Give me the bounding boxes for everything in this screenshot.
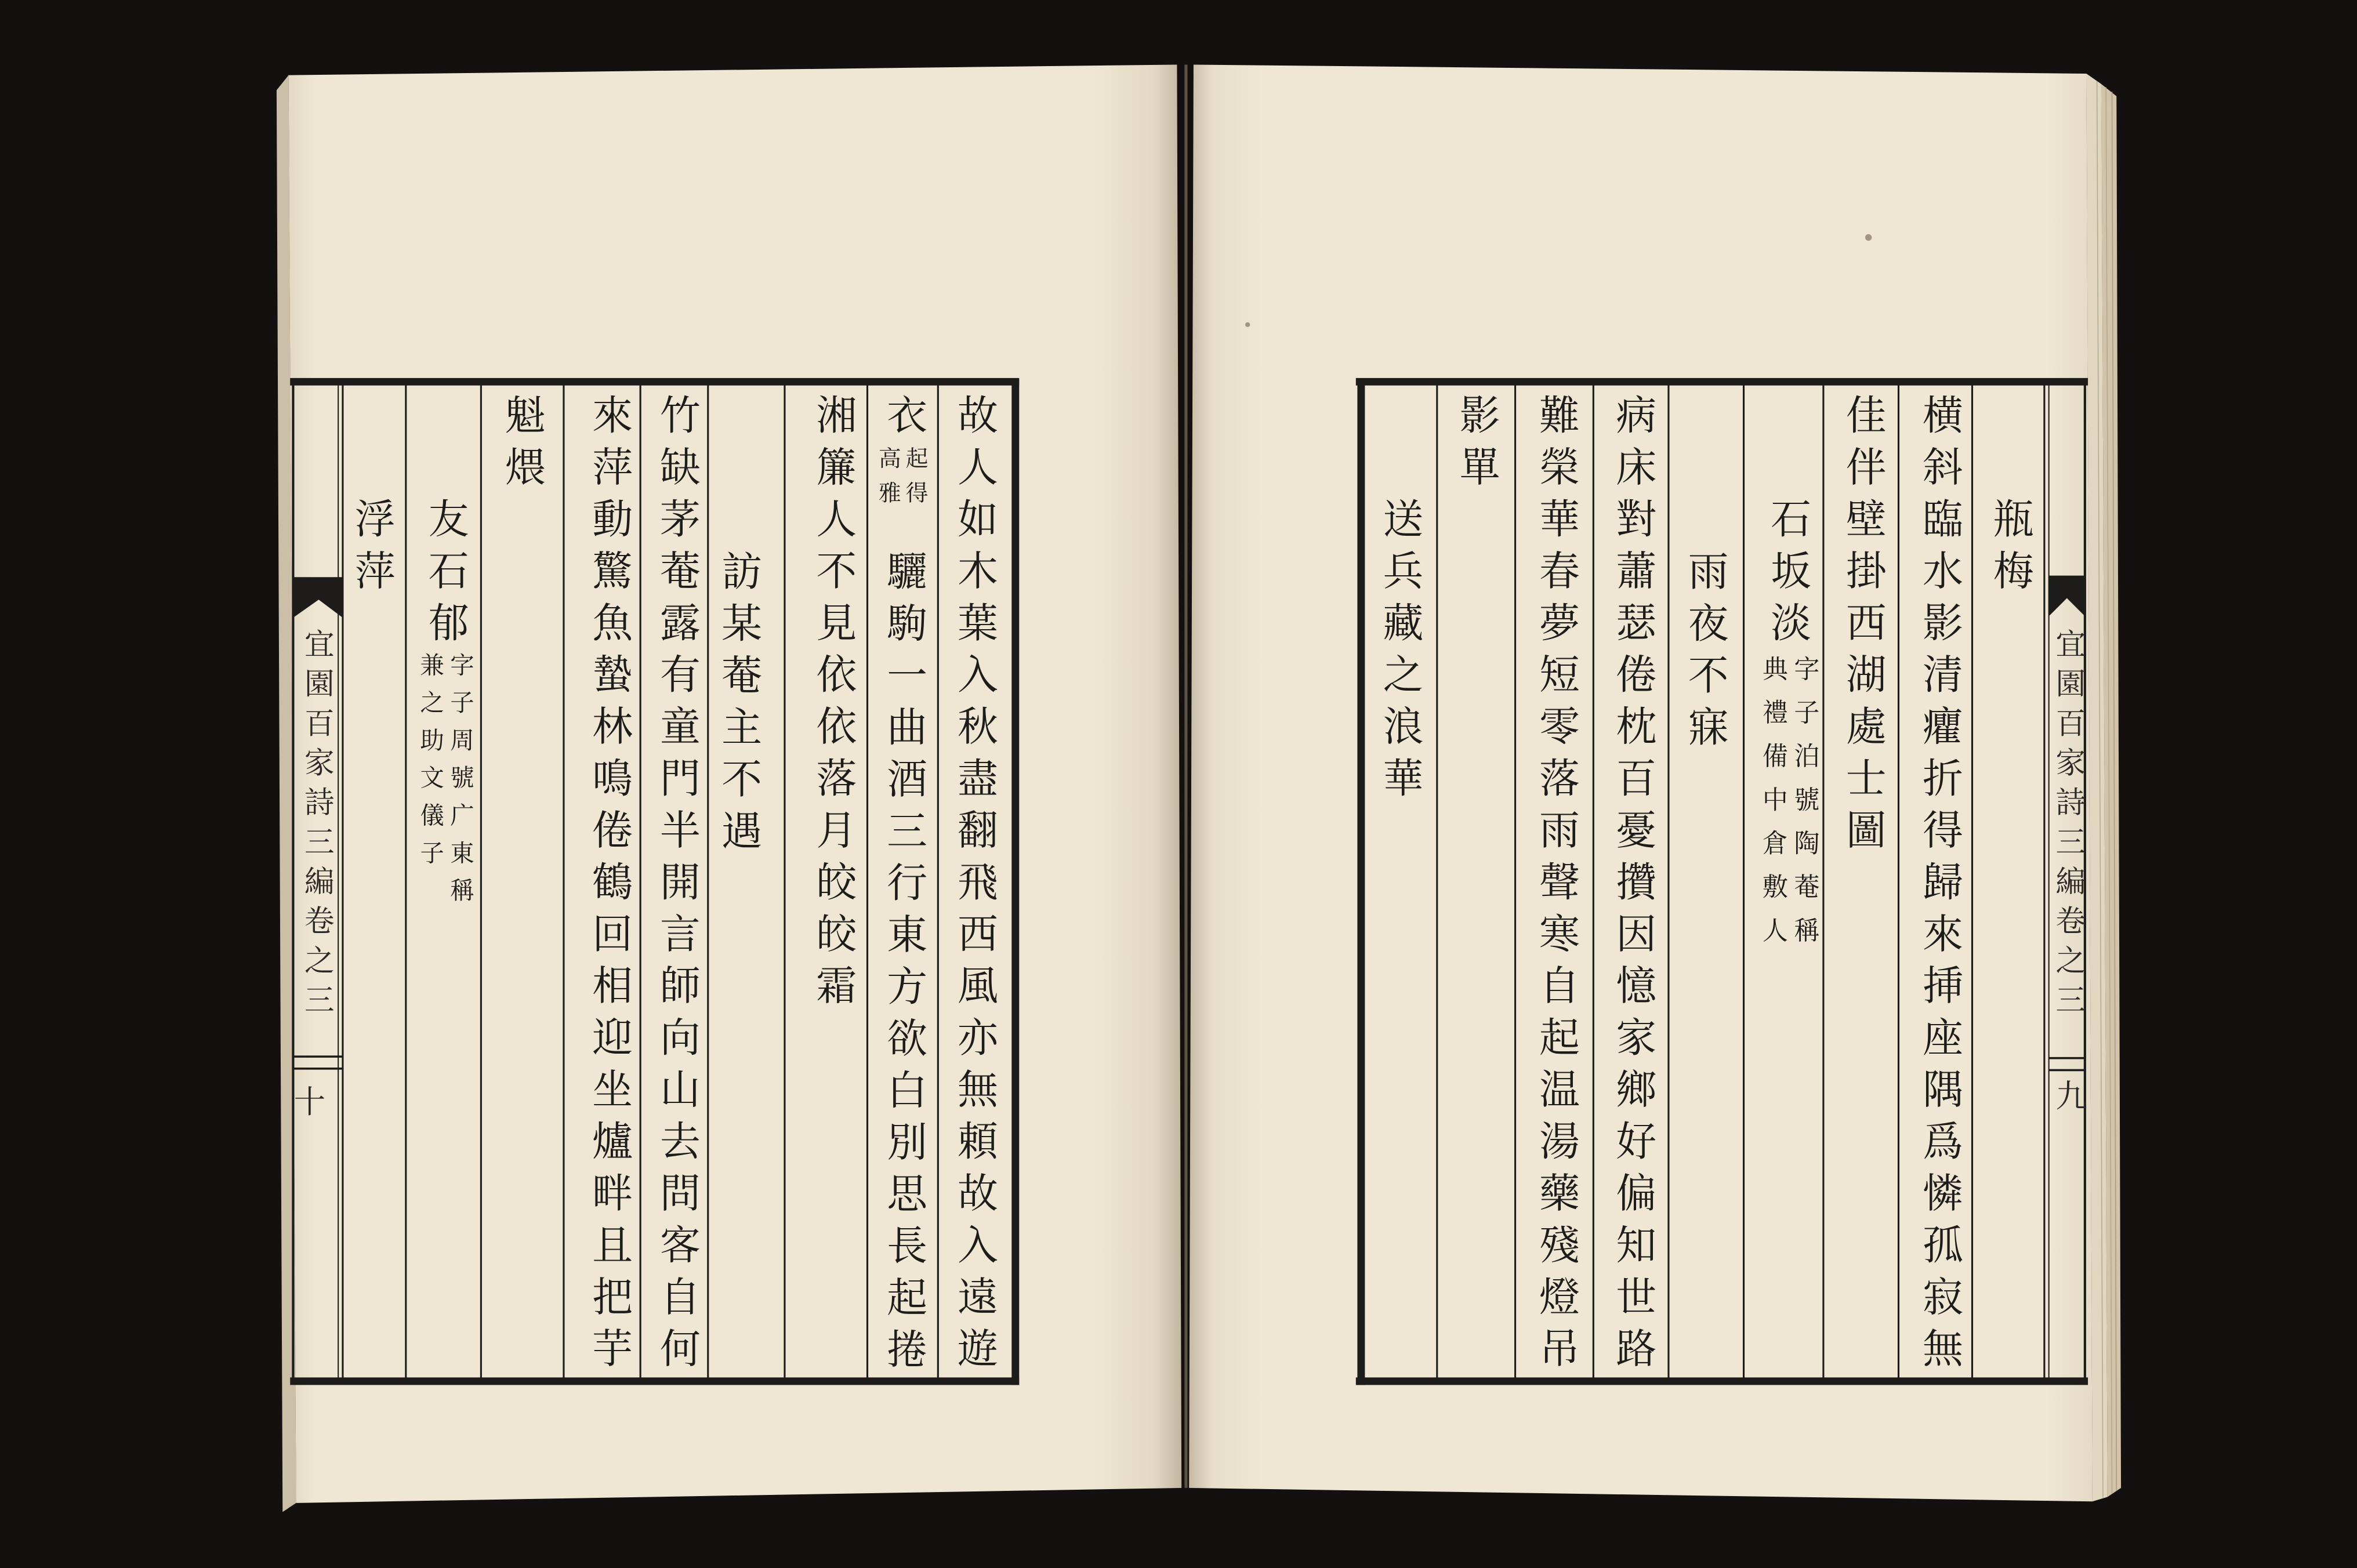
poem-line: 故人如木葉入秋盡翻飛西風亦無頼故入遠遊 [950,394,997,1380]
poem-line: 魁煨 [497,394,545,498]
poet-name: 友石郁 [420,497,468,654]
poem-line: 病床對蕭瑟倦枕百憂攢因憶家鄉好偏知世路 [1608,394,1655,1380]
poet-note-right: 字子泊號陶菴稱 [1787,655,1818,961]
commentary-note-right: 起得 [902,446,930,516]
poem-line: 難榮華春夢短零落雨聲寒自起温湯藥殘燈吊 [1532,394,1579,1380]
poem-line: 影單 [1452,394,1499,498]
poem-line: 佳伴壁掛西湖處士圖 [1838,394,1885,861]
left-margin-book-title: 宜園百家詩三編卷之三 [299,628,335,1024]
poem-line: 横斜臨水影清癯折得歸來挿座隅爲憐孤寂無 [1915,394,1962,1380]
left-page-number: 十 [290,1085,327,1117]
poet-name: 石坂淡 [1763,497,1810,654]
poem-line: 來萍動驚魚蟄林鳴倦鶴回相迎坐爐畔且把芋 [585,394,632,1380]
poet-note-left: 典禮備中倉敷人 [1756,655,1787,961]
poem-title: 送兵藏之浪華 [1375,497,1422,809]
poem-line-start: 衣 [879,394,926,446]
poem-line: 驪駒一曲酒三行東方欲白別思長起捲 [879,549,926,1380]
poem-title: 雨夜不寐 [1680,549,1728,757]
poet-note-left: 兼之助文儀子 [416,652,445,878]
poet-note-right: 字子周號广東稱 [446,652,476,916]
poem-line: 竹缺茅菴露有童門半開言師向山去問客自何 [652,394,699,1380]
poem-title: 瓶梅 [1985,497,2033,601]
right-page-number: 九 [2051,1079,2088,1111]
commentary-note-left: 高雅 [875,446,903,516]
poem-title: 浮萍 [347,497,394,601]
right-margin-book-title: 宜園百家詩三編卷之三 [2050,628,2087,1024]
poem-title: 訪某菴主不遇 [714,549,761,861]
poem-line: 湘簾人不見依依落月皎皎霜 [808,394,855,1017]
